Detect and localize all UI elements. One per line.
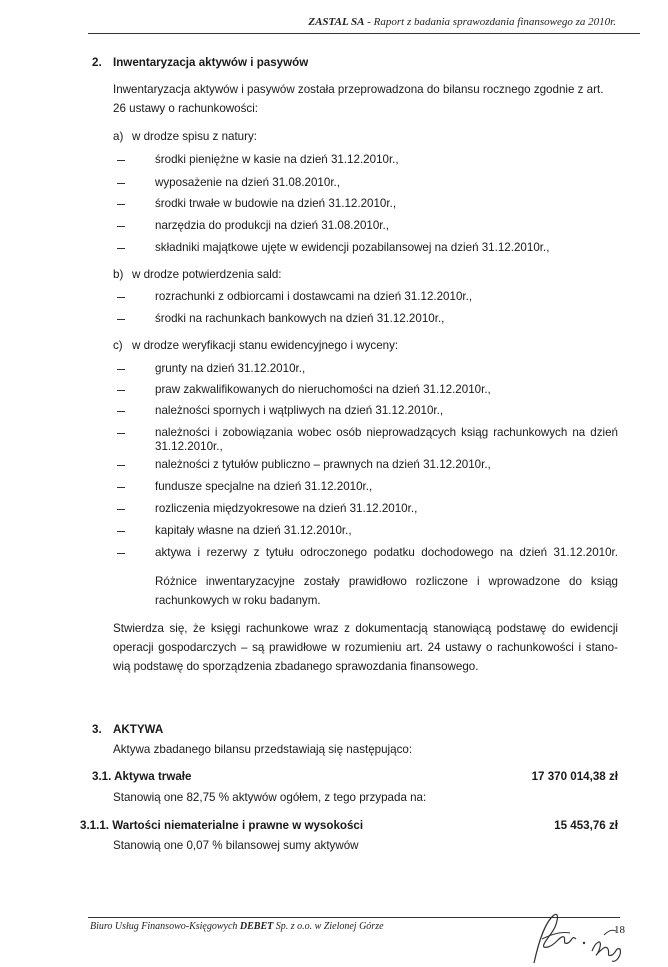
list-item: należności z tytułów publiczno – prawnych na dzień 31.12.2010r., bbox=[155, 458, 491, 471]
section-3-1-1-text: Stanowią one 0,07 % bilansowej sumy aktywów bbox=[113, 839, 359, 852]
list-c-label: c) bbox=[113, 339, 123, 352]
dash-marker bbox=[117, 390, 125, 391]
dash-marker bbox=[117, 248, 125, 249]
section-3-1-value: 17 370 014,38 zł bbox=[531, 770, 618, 783]
dash-marker bbox=[117, 369, 125, 370]
footer-text-pre: Biuro Usług Finansowo-Księgowych bbox=[90, 921, 240, 932]
list-item: aktywa i rezerwy z tytułu odroczonego podatku dochodowego na dzień 31.12.2010r. bbox=[155, 546, 618, 559]
footer-text-post: Sp. z o.o. w Zielonej Górze bbox=[273, 921, 384, 932]
dash-marker bbox=[117, 297, 125, 298]
list-item: środki na rachunkach bankowych na dzień 31.12.2010r., bbox=[155, 312, 445, 325]
list-item: rozliczenia międzyokresowe na dzień 31.12.2010r., bbox=[155, 502, 418, 515]
list-item: kapitały własne na dzień 31.12.2010r., bbox=[155, 524, 352, 537]
dash-marker bbox=[117, 433, 125, 434]
conclusion-line-3: wią podstawę do sporządzenia zbadanego sprawozdania finansowego. bbox=[113, 660, 479, 673]
list-item: środki trwałe w budowie na dzień 31.12.2010r., bbox=[155, 197, 397, 210]
differences-line-1: Różnice inwentaryzacyjne zostały prawidłowo rozliczone i wprowadzone do ksiąg bbox=[155, 575, 618, 588]
dash-marker bbox=[117, 509, 125, 510]
section-2-intro-line-1: Inwentaryzacja aktywów i pasywów została przeprowadzona do bilansu rocznego zgodnie z art. bbox=[113, 83, 604, 96]
dash-marker bbox=[117, 531, 125, 532]
list-item: należności i zobowiązania wobec osób nieprowadzących ksiąg rachunkowych na dzień bbox=[155, 426, 618, 439]
section-3-intro: Aktywa zbadanego bilansu przedstawiają się następująco: bbox=[113, 743, 413, 756]
conclusion-line-1: Stwierdza się, że księgi rachunkowe wraz z dokumentacją stanowiącą podstawę do ewidencji bbox=[113, 622, 618, 635]
conclusion-line-2: operacji gospodarczych – są prawidłowe w rozumieniu art. 24 ustawy o rachunkowości i stano- bbox=[113, 641, 618, 654]
dash-marker bbox=[117, 411, 125, 412]
header-company: ZASTAL SA bbox=[308, 16, 365, 28]
header-title: - Raport z badania sprawozdania finansowego za 2010r. bbox=[364, 16, 616, 28]
handwritten-signature bbox=[520, 905, 630, 967]
section-3-1-1-value: 15 453,76 zł bbox=[554, 819, 618, 832]
list-item: rozrachunki z odbiorcami i dostawcami na dzień 31.12.2010r., bbox=[155, 290, 473, 303]
section-3-heading: AKTYWA bbox=[113, 723, 164, 736]
section-2-number: 2. bbox=[92, 56, 102, 69]
dash-marker bbox=[117, 226, 125, 227]
list-item: należności spornych i wątpliwych na dzień 31.12.2010r., bbox=[155, 404, 444, 417]
list-item: środki pieniężne w kasie na dzień 31.12.2010r., bbox=[155, 153, 399, 166]
list-item: narzędzia do produkcji na dzień 31.08.2010r., bbox=[155, 219, 389, 232]
header-rule bbox=[88, 33, 640, 34]
section-3-1-1-label: 3.1.1. Wartości niematerialne i prawne w wysokości bbox=[80, 819, 364, 832]
dash-marker bbox=[117, 183, 125, 184]
list-c-heading: w drodze weryfikacji stanu ewidencyjnego i wyceny: bbox=[132, 339, 399, 352]
list-a-label: a) bbox=[113, 130, 124, 143]
list-a-heading: w drodze spisu z natury: bbox=[132, 130, 258, 143]
list-b-heading: w drodze potwierdzenia sald: bbox=[132, 268, 282, 281]
list-item: grunty na dzień 31.12.2010r., bbox=[155, 362, 306, 375]
list-item: praw zakwalifikowanych do nieruchomości na dzień 31.12.2010r., bbox=[155, 383, 491, 396]
dash-marker bbox=[117, 553, 125, 554]
list-b-label: b) bbox=[113, 268, 124, 281]
section-3-1-label: 3.1. Aktywa trwałe bbox=[92, 770, 192, 783]
section-2-intro-line-2: 26 ustawy o rachunkowości: bbox=[113, 102, 258, 115]
dash-marker bbox=[117, 319, 125, 320]
dash-marker bbox=[117, 204, 125, 205]
list-item: składniki majątkowe ujęte w ewidencji pozabilansowej na dzień 31.12.2010r., bbox=[155, 241, 550, 254]
list-item: wyposażenie na dzień 31.08.2010r., bbox=[155, 176, 340, 189]
dash-marker bbox=[117, 487, 125, 488]
page-number: 18 bbox=[614, 924, 625, 936]
list-item: fundusze specjalne na dzień 31.12.2010r., bbox=[155, 480, 373, 493]
running-header bbox=[308, 16, 616, 28]
footer-text bbox=[90, 921, 384, 932]
footer-company: DEBET bbox=[239, 921, 274, 932]
differences-line-2: rachunkowych w roku badanym. bbox=[155, 594, 321, 607]
section-3-number: 3. bbox=[92, 723, 102, 736]
section-2-heading: Inwentaryzacja aktywów i pasywów bbox=[113, 56, 309, 69]
dash-marker bbox=[117, 160, 125, 161]
list-item-continuation: 31.12.2010r., bbox=[155, 440, 223, 453]
dash-marker bbox=[117, 465, 125, 466]
section-3-1-text: Stanowią one 82,75 % aktywów ogółem, z tego przypada na: bbox=[113, 791, 427, 804]
